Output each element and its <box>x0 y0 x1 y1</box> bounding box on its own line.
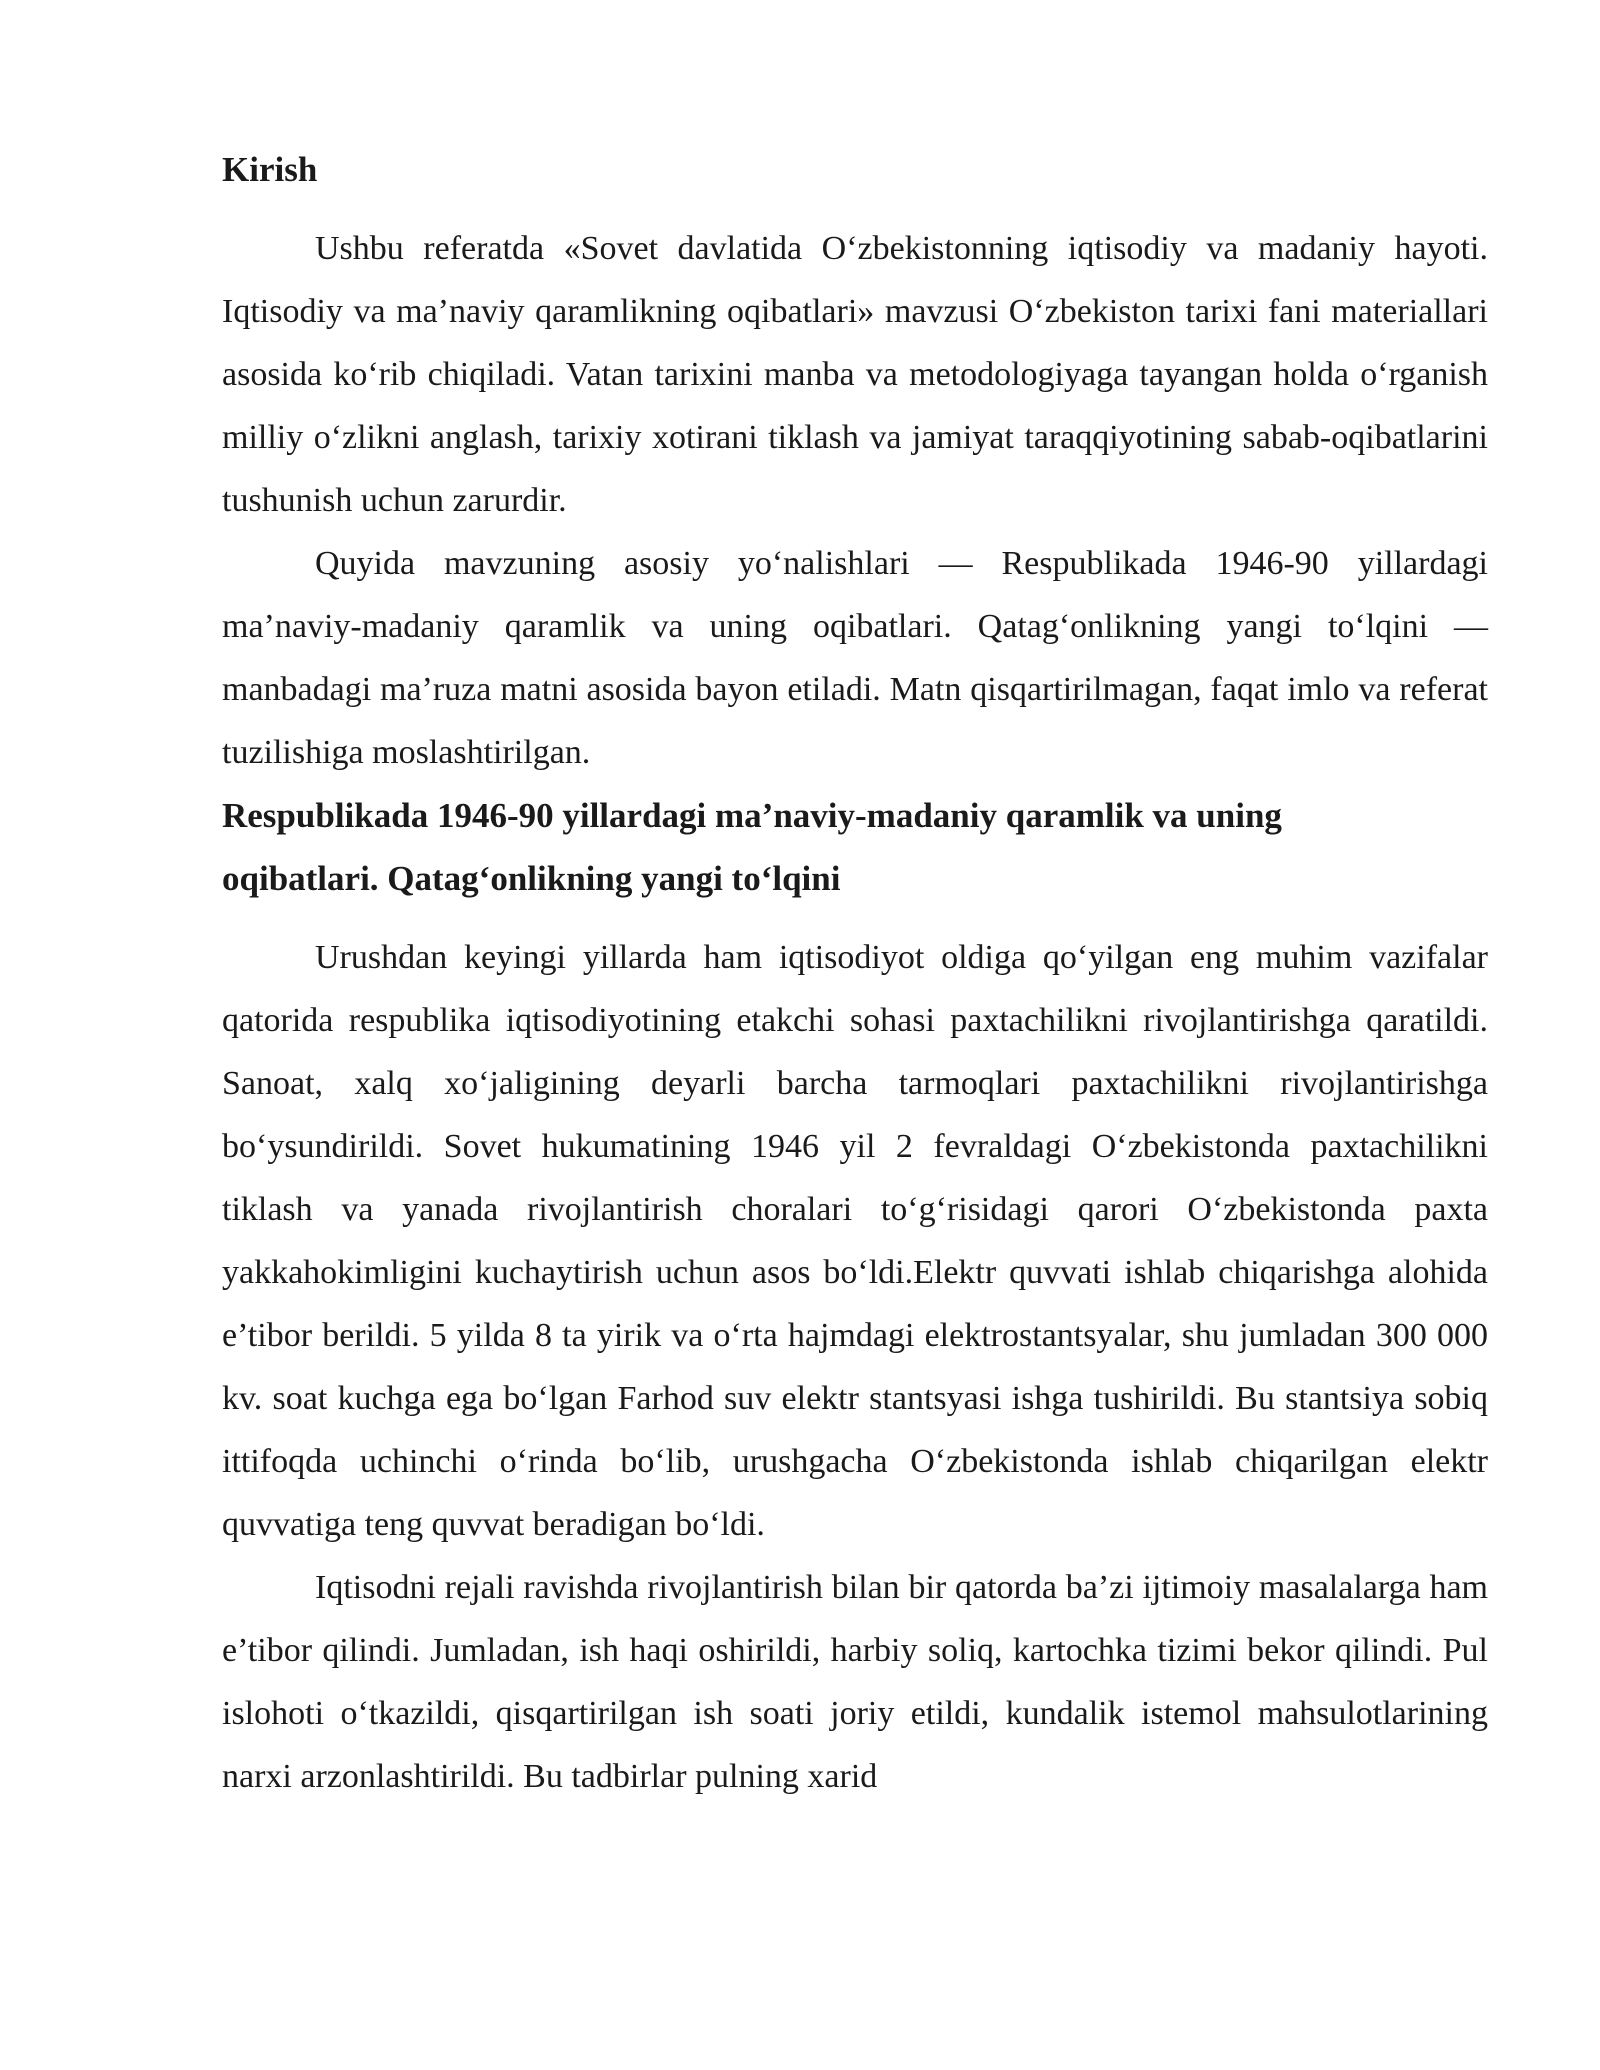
chapter-heading-line-1: Respublikada 1946-90 yillardagi ma’naviy-madaniy qaramlik va uning <box>222 796 1282 835</box>
intro-paragraph-1: Ushbu referatda «Sovet davlatida O‘zbekistonning iqtisodiy va madaniy hayoti. Iqtisodiy va ma’naviy qaramlikning oqibatlari» mavzusi O‘zbekiston tarixi fani materiallari asosida ko‘rib chiqiladi. Vatan tarixini manba va metodologiyaga tayangan holda o‘rganish milliy o‘zlikni anglash, tarixiy xotirani tiklash va jamiyat taraqqiyotining sabab-oqibatlarini tushunish uchun zarurdir. <box>222 230 1488 519</box>
document-page <box>222 138 1488 1808</box>
chapter-heading-line-2: oqibatlari. Qatag‘onlikning yangi to‘lqini <box>222 859 841 898</box>
intro-heading: Kirish <box>222 150 318 189</box>
chapter-paragraph-1: Urushdan keyingi yillarda ham iqtisodiyot oldiga qo‘yilgan eng muhim vazifalar qatorida respublika iqtisodiyotining etakchi sohasi paxtachilikni rivojlantirishga qaratildi. Sanoat, xalq xo‘jaligining deyarli barcha tarmoqlari paxtachilikni rivojlantirishga bo‘ysundirildi. Sovet hukumatining 1946 yil 2 fevraldagi O‘zbekistonda paxtachilikni tiklash va yanada rivojlantirish choralari to‘g‘risidagi qarori O‘zbekistonda paxta yakkahokimligini kuchaytirish uchun asos bo‘ldi.Elektr quvvati ishlab chiqarishga alohida e’tibor berildi. 5 yilda 8 ta yirik va o‘rta hajmdagi elektrostantsyalar, shu jumladan 300 000 kv. soat kuchga ega bo‘lgan Farhod suv elektr stantsyasi ishga tushirildi. Bu stantsiya sobiq ittifoqda uchinchi o‘rinda bo‘lib, urushgacha O‘zbekistonda ishlab chiqarilgan elektr quvvatiga teng quvvat beradigan bo‘ldi. <box>222 939 1488 1543</box>
intro-paragraph-2: Quyida mavzuning asosiy yo‘nalishlari — Respublikada 1946-90 yillardagi ma’naviy-madaniy qaramlik va uning oqibatlari. Qatag‘onlikning yangi to‘lqini — manbadagi ma’ruza matni asosida bayon etiladi. Matn qisqartirilmagan, faqat imlo va referat tuzilishiga moslashtirilgan. <box>222 545 1488 771</box>
chapter-paragraph-2: Iqtisodni rejali ravishda rivojlantirish bilan bir qatorda ba’zi ijtimoiy masalalarga ham e’tibor qilindi. Jumladan, ish haqi oshirildi, harbiy soliq, kartochka tizimi bekor qilindi. Pul islohoti o‘tkazildi, qisqartirilgan ish soati joriy etildi, kundalik istemol mahsulotlarining narxi arzonlashtirildi. Bu tadbirlar pulning xarid <box>222 1569 1488 1795</box>
chapter-heading <box>222 784 1488 910</box>
